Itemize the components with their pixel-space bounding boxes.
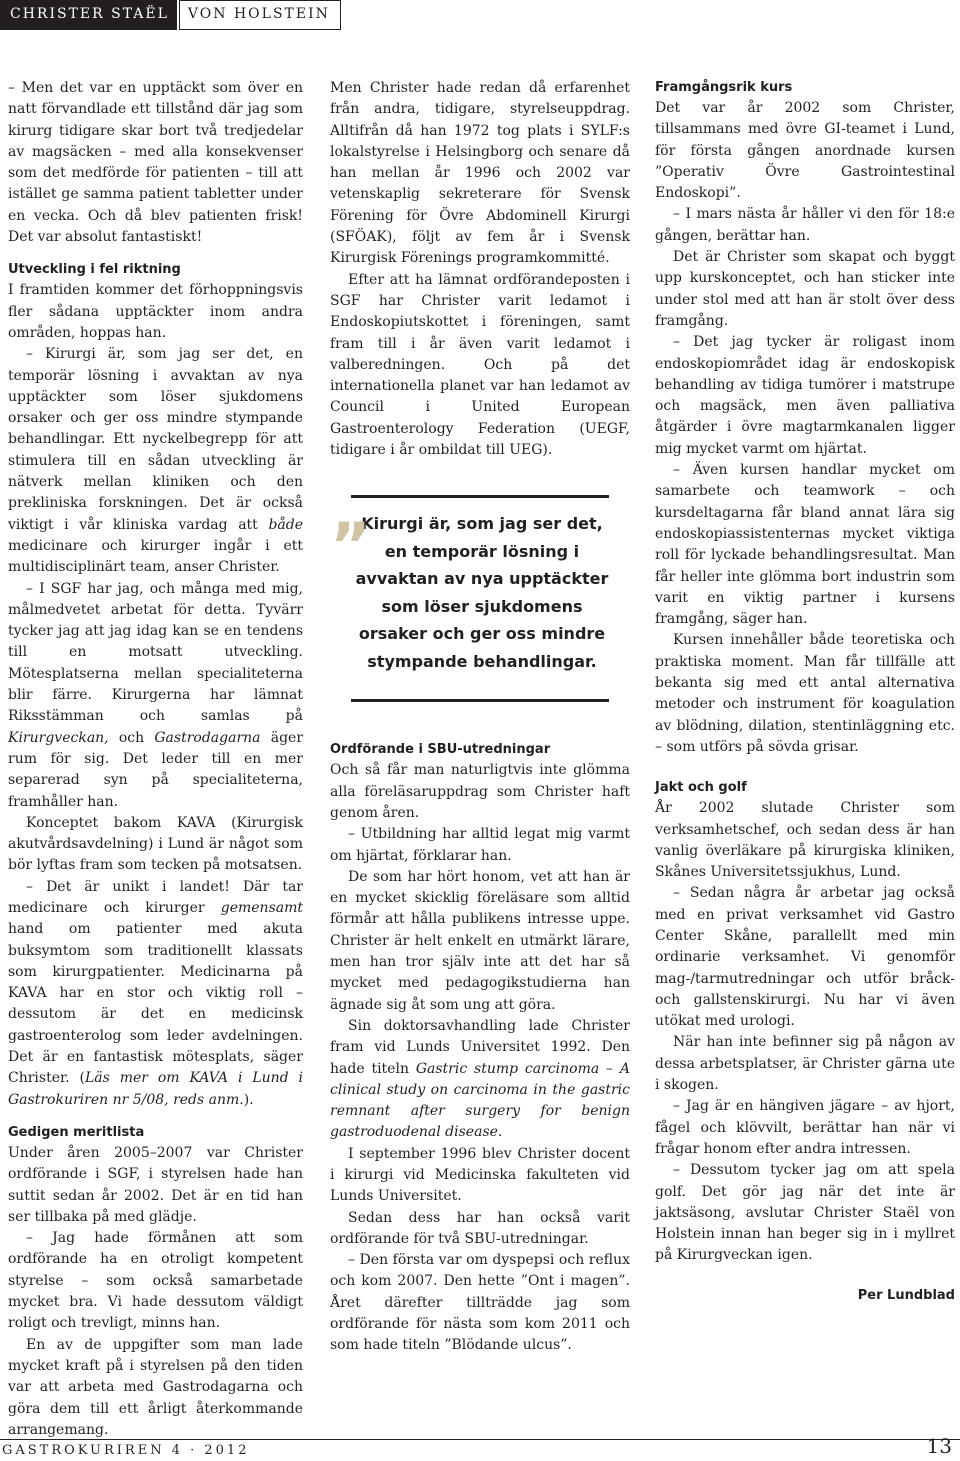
paragraph: – Men det var en upptäckt som över en natt förvandlade ett tillstånd där jag som kirurg tidigare skar bort två tredjedelar av magsäcken – med alla konsekvenser som det medförde för patienten – till att istället ge samma patient tabletter under en vecka. Och då blev patienten frisk! Det var absolut fantastiskt! xyxy=(8,80,303,246)
paragraph: – Sedan några år arbetar jag också med en privat verksamhet vid Gastro Center Skåne, parallellt med min ordinarie verksamhet. Vi genomför mag-/tarmutredningar och utför bråck- och gallstenskirurgi. Nu har vi även utökat med urologi. xyxy=(655,885,955,1030)
header-author-first: CHRISTER STAËL xyxy=(0,0,177,30)
paragraph: – Utbildning har alltid legat mig varmt om hjärtat, förklarar han. xyxy=(330,826,630,864)
subheading: Framgångsrik kurs xyxy=(655,80,793,95)
subheading: Utveckling i fel riktning xyxy=(8,262,181,278)
paragraph: Det är Christer som skapat och byggt upp kurskonceptet, och han sticker inte under stol med att han är stolt över dess framgång. xyxy=(655,249,955,329)
paragraph: – Även kursen handlar mycket om samarbete och teamwork – och kursdeltagarna får bland annat lära sig endoskopiassistenternas mycket viktiga roll för lyckade behandlingsresultat. Man får heller inte glömma bort industrin som varit en viktig partner i kursens framgång, säger han. xyxy=(655,462,955,628)
paragraph: År 2002 slutade Christer som verksamhetschef, och sedan dess är han vanlig överläkare på kirurgiska kliniken, Skånes Universitetssjukhus, Lund. xyxy=(655,800,955,881)
paragraph: Sedan dess har han också varit ordförande för två SBU-utredningar. xyxy=(330,1209,630,1247)
paragraph: De som har hört honom, vet att han är en mycket skicklig föreläsare som alltid förmår att hålla publikens intresse uppe. Christer är helt enkelt en utmärkt lärare, men han tror själv inte att det har så mycket med pedagogikstudierna han ägnade sig åt som ung att göra. xyxy=(330,868,630,1013)
subheading: Gedigen meritlista xyxy=(8,1124,145,1140)
paragraph: – Dessutom tycker jag om att spela golf. Det gör jag när det inte är jaktsäsong, avslutar Christer Staël von Holstein innan han beger sig in i myllret på Kirurgveckan igen. xyxy=(655,1162,955,1264)
footer-rule xyxy=(0,1439,960,1440)
paragraph: – Det är unikt i landet! Där tar medicinare och kirurger gemensamt hand om patienter med akuta buksymtom som traditionellt klassats som kirurgpatienter. Medicinarna på KAVA har en stor och viktig roll – dessutom är det en medicinsk gastroenterolog som leder avdelningen. Det är en fantastisk mötesplats, säger Christer. (Läs mer om KAVA i Lund i Gastrokuriren nr 5/08, reds anm.). xyxy=(8,878,304,1108)
paragraph: I framtiden kommer det förhoppningsvis fler sådana upptäckter inom andra områden, hoppas han. xyxy=(8,282,303,341)
quote-mark-icon: ” xyxy=(330,509,371,583)
author-byline: Per Lundblad xyxy=(857,1287,955,1303)
paragraph: Och så får man naturligtvis inte glömma alla föreläsaruppdrag som Christer haft genom åren. xyxy=(330,762,630,821)
article-column-2 xyxy=(330,78,630,1357)
article-column-3 xyxy=(655,78,955,1306)
page-footer xyxy=(0,1434,960,1460)
paragraph: Sin doktorsavhandling lade Christer fram vid Lunds Universitet 1992. Den hade titeln Gastric stump carcinoma – A clinical study on carcinoma in the gastric remnant after surgery for benign gastroduodenal disease. xyxy=(330,1017,631,1141)
paragraph: Under åren 2005–2007 var Christer ordförande i SGF, i styrelsen hade han suttit sedan år 2002. Det är en tid han ser tillbaka på med glädje. xyxy=(8,1144,303,1225)
paragraph: – Kirurgi är, som jag ser det, en temporär lösning i avvaktan av nya upptäckter som löser sjukdomens orsaker och ger oss mindre stympande behandlingar. Ett nyckelbegrepp för att stimulera till en sådan utveckling är nätverk mellan kliniken och den prekliniska forskningen. Det är också viktigt i vår kliniska vardag att både medicinare och kirurger ingår i ett multidisciplinärt team, anser Christer. xyxy=(8,346,303,576)
paragraph: Kursen innehåller både teoretiska och praktiska moment. Man får tillfälle att bekanta sig med ett antal alternativa metoder och instrument för koagulation av blödning, dilation, stentinläggning etc. – som utförs på sövda grisar. xyxy=(655,632,955,755)
paragraph: – Den första var om dyspepsi och reflux och kom 2007. Den hette ”Ont i magen”. Året därefter tillträdde jag som ordförande för nästa som kom 2011 och som hade titeln ”Blödande ulcus”. xyxy=(330,1252,630,1354)
paragraph: Det var år 2002 som Christer, tillsammans med övre GI-teamet i Lund, för första gången anordnade kursen ”Operativ Övre Gastrointestinal Endoskopi”. xyxy=(655,100,955,202)
paragraph: I september 1996 blev Christer docent i kirurgi vid Medicinska fakulteten vid Lunds Universitet. xyxy=(330,1145,630,1205)
header-author-second: VON HOLSTEIN xyxy=(179,0,341,30)
quote-rule-top xyxy=(351,495,609,498)
paragraph: – I mars nästa år håller vi den för 18:e gången, berättar han. xyxy=(655,206,955,244)
quote-rule-bottom xyxy=(351,699,609,702)
paragraph: Konceptet bakom KAVA (Kirurgisk akutvårdsavdelning) i Lund är något som bör lyftas fram som tecken på motsatsen. xyxy=(8,814,303,874)
paragraph: – I SGF har jag, och många med mig, målmedvetet arbetat för detta. Tyvärr tycker jag att jag idag kan se en tendens till en motsatt utveckling. Mötesplatserna mellan specialiteterna blir färre. Kirurgerna har lämnat Riksstämman och samlas på Kirurgveckan, och Gastrodagarna äger rum för sig. Det leder till en mer separerad syn på specialiteterna, framhåller han. xyxy=(8,580,304,810)
paragraph: En av de uppgifter som man lade mycket kraft på i styrelsen på den tiden var att arbeta med Gastrodagarna och göra dem till ett årligt återkommande arrangemang. xyxy=(8,1336,303,1438)
pull-quote xyxy=(330,491,630,706)
subheading: Jakt och golf xyxy=(655,780,747,796)
quote-text: Kirurgi är, som jag ser det, en temporär lösning i avvaktan av nya upptäckter som löser sjukdomens orsaker och ger oss mindre stympande behandlingar. xyxy=(355,514,609,671)
subheading: Ordförande i SBU-utredningar xyxy=(330,742,551,758)
paragraph: – Jag hade förmånen att som ordförande ha en otroligt kompetent styrelse – som också samarbetade mycket bra. Vi hade dessutom väldigt roligt och trevligt, minns han. xyxy=(8,1230,303,1332)
paragraph: – Jag är en hängiven jägare – av hjort, fågel och klövvilt, berättar han när vi frågar honom efter andra intressen. xyxy=(655,1098,955,1157)
paragraph: – Det jag tycker är roligast inom endoskopiområdet idag är endoskopisk behandling av tidiga tumörer i matstrupe och magsäck, men även palliativa åtgärder i övre magtarmkanalen ligger mig mycket varmt om hjärtat. xyxy=(655,334,955,457)
running-header xyxy=(0,0,341,30)
paragraph: När han inte befinner sig på någon av dessa arbetsplatser, är Christer gärna ute i skogen. xyxy=(655,1034,955,1094)
article-column-1 xyxy=(8,78,303,1441)
publication-issue: GASTROKURIREN 4 · 2012 xyxy=(2,1443,250,1458)
page-number: 13 xyxy=(926,1434,952,1458)
paragraph: Men Christer hade redan då erfarenhet från andra, tidigare, styrelseuppdrag. Alltifrån då han 1972 tog plats i SYLF:s lokalstyrelse i Helsingborg och senare då han mellan år 1996 och 2002 var vetenskaplig sekreterare för Svensk Förening för Övre Abdominell Kirurgi (SFÖAK), följt av fem år i Svensk Kirurgisk Förenings programkommitté. xyxy=(330,80,630,267)
paragraph: Efter att ha lämnat ordförandeposten i SGF har Christer varit ledamot i Endoskopiutskottet i föreningen, samt fram till i år även varit ledamot i valberedningen. Och på det internationella planet var han ledamot av Council i United European Gastroenterology Federation (UEGF, tidigare i år ombildat till UEG). xyxy=(330,271,630,459)
